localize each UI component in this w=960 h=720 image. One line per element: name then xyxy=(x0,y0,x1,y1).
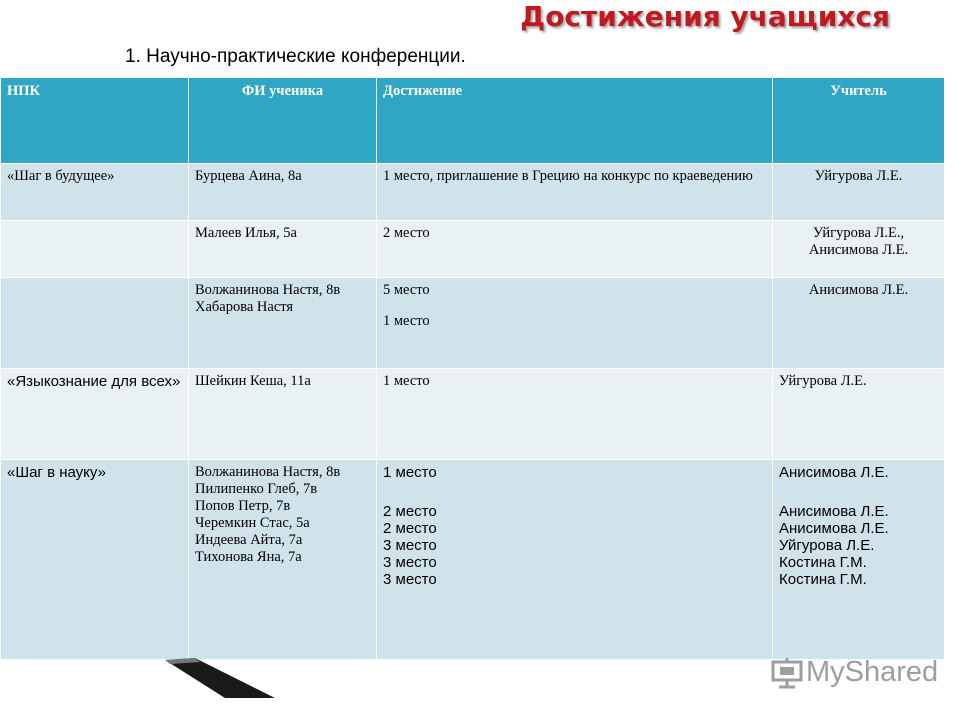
cell-npk xyxy=(1,221,189,278)
cell-teacher: Уйгурова Л.Е. xyxy=(773,164,945,221)
teacher-name: Костина Г.М. xyxy=(779,554,867,571)
student-name: Черемкин Стас, 5а xyxy=(195,515,310,531)
cell-achievement: 1 место, приглашение в Грецию на конкурс по краеведению xyxy=(377,164,773,221)
student-name: Волжанинова Настя, 8в xyxy=(195,282,341,298)
cell-teacher: Уйгурова Л.Е. xyxy=(773,369,945,460)
cell-achievement: 1 место xyxy=(377,369,773,460)
logo-text-my: My xyxy=(806,656,845,688)
teacher-name: Анисимова Л.Е. xyxy=(779,520,889,537)
table-row xyxy=(1,164,945,221)
teacher-name: Уйгурова Л.Е. xyxy=(779,537,875,554)
teacher-name: Костина Г.М. xyxy=(779,571,867,588)
section-subtitle: 1. Научно-практические конференции. xyxy=(125,46,466,67)
achievement-item: 5 место xyxy=(383,282,430,298)
cell-student: Шейкин Кеша, 11а xyxy=(189,369,377,460)
header-student: ФИ ученика xyxy=(189,78,377,164)
achievement-item: 1 место xyxy=(383,313,430,329)
table-row xyxy=(1,221,945,278)
myshared-logo xyxy=(770,656,938,689)
cell-npk xyxy=(1,278,189,369)
teacher-name: Анисимова Л.Е. xyxy=(779,464,889,481)
header-teacher: Учитель xyxy=(773,78,945,164)
page-title: Достижения учащихся xyxy=(520,0,890,33)
achievement-item: 3 место xyxy=(383,537,437,554)
achievements-table xyxy=(0,77,945,660)
cell-achievement xyxy=(377,460,773,660)
table-row xyxy=(1,278,945,369)
table-header-row xyxy=(1,78,945,164)
achievement-item: 1 место xyxy=(383,464,437,481)
decorative-ribbon-shape xyxy=(165,658,285,698)
table-row xyxy=(1,369,945,460)
cell-teacher xyxy=(773,460,945,660)
cell-student xyxy=(189,460,377,660)
teacher-name: Анисимова Л.Е. xyxy=(779,503,889,520)
cell-npk: «Шаг в науку» xyxy=(1,460,189,660)
header-achievement: Достижение xyxy=(377,78,773,164)
student-name: Попов Петр, 7в xyxy=(195,498,291,514)
cell-student: Малеев Илья, 5а xyxy=(189,221,377,278)
cell-npk: «Шаг в будущее» xyxy=(1,164,189,221)
student-name: Тихонова Яна, 7а xyxy=(195,549,302,565)
student-name: Пилипенко Глеб, 7в xyxy=(195,481,318,497)
cell-student: Бурцева Аина, 8а xyxy=(189,164,377,221)
achievement-item: 3 место xyxy=(383,571,437,588)
achievement-item: 3 место xyxy=(383,554,437,571)
achievement-item: 2 место xyxy=(383,520,437,537)
logo-text-shared: Shared xyxy=(844,656,939,688)
cell-achievement: 2 место xyxy=(377,221,773,278)
cell-teacher: Анисимова Л.Е. xyxy=(773,278,945,369)
projector-icon xyxy=(770,657,806,689)
cell-achievement xyxy=(377,278,773,369)
student-name: Индеева Айта, 7а xyxy=(195,532,303,548)
achievement-item: 2 место xyxy=(383,503,437,520)
cell-student xyxy=(189,278,377,369)
student-name: Волжанинова Настя, 8в xyxy=(195,464,341,480)
student-name: Хабарова Настя xyxy=(195,299,294,315)
cell-npk: «Языкознание для всех» xyxy=(1,369,189,460)
header-npk: НПК xyxy=(1,78,189,164)
table-row xyxy=(1,460,945,660)
cell-teacher: Уйгурова Л.Е., Анисимова Л.Е. xyxy=(773,221,945,278)
